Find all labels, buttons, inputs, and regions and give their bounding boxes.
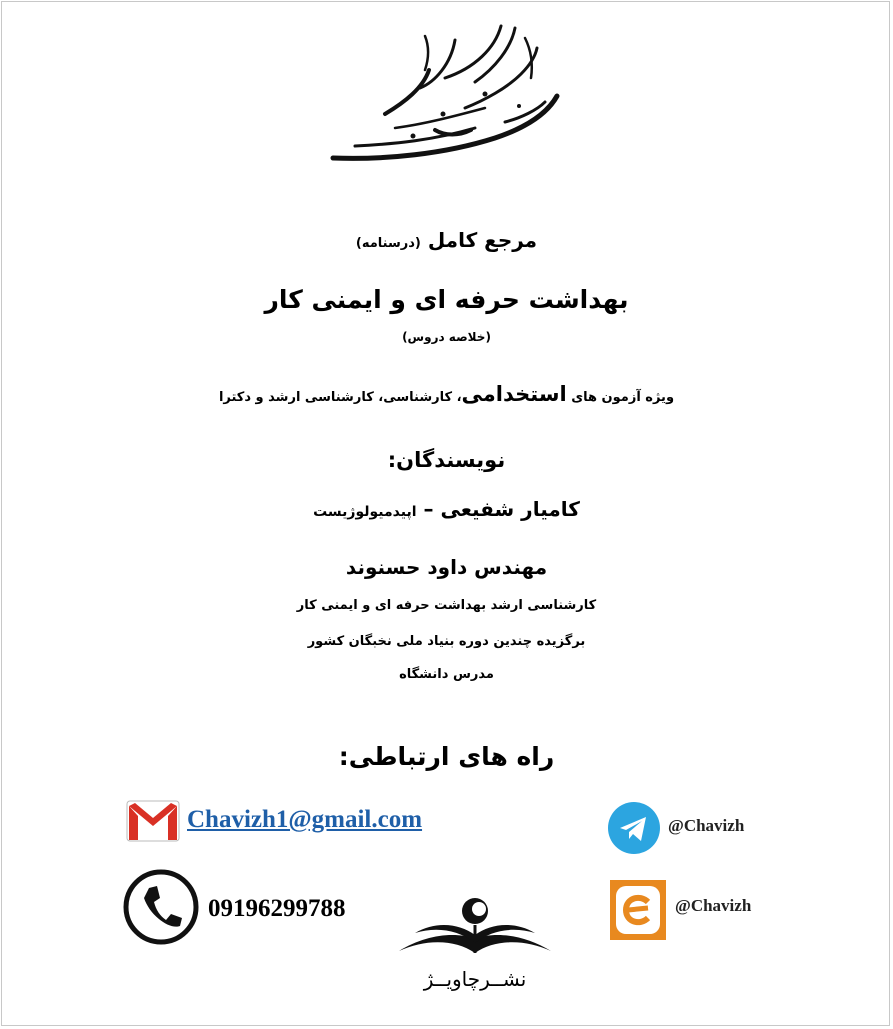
exams-suffix: ، کارشناسی، کارشناسی ارشد و دکترا [218,390,462,405]
reference-note: (درسنامه) [355,236,421,251]
exams-prefix: ویژه آزمون های [571,390,675,405]
book-logo-icon [395,895,555,961]
gmail-icon [126,800,180,842]
credential-line: مدرس دانشگاه [399,667,494,682]
eitaa-handle[interactable]: @Chavizh [675,896,752,915]
author-1-name: کامیار شفیعی – [423,497,580,521]
telegram-icon [608,802,660,854]
credential-line: برگزیده چندین دوره بنیاد ملی نخبگان کشور [307,634,586,649]
author-2-name: مهندس داود حسنوند [345,555,548,579]
exams-line [0,382,893,406]
eitaa-icon [610,880,666,940]
summary-note: (خلاصه دروس) [402,330,491,344]
authors-heading: نویسندگان: [387,448,506,472]
publisher-name: نشــرچاویــژ [423,967,527,991]
author-1-role: اپیدمیولوژیست [313,504,417,520]
phone-number[interactable]: 09196299788 [208,895,346,922]
author-1 [0,497,893,521]
credential-line: کارشناسی ارشد بهداشت حرفه ای و ایمنی کار [296,598,597,613]
bismillah-calligraphy [325,18,565,168]
phone-icon [122,868,200,946]
email-link[interactable]: Chavizh1@gmail.com [187,806,423,833]
contact-heading: راه های ارتباطی: [338,742,555,771]
publisher-logo [395,895,555,995]
telegram-handle[interactable]: @Chavizh [668,816,745,835]
document-title: بهداشت حرفه ای و ایمنی کار [264,285,629,314]
exams-highlight: استخدامی [461,382,567,406]
reference-label: مرجع کامل [427,228,538,252]
reference-line [0,228,893,252]
